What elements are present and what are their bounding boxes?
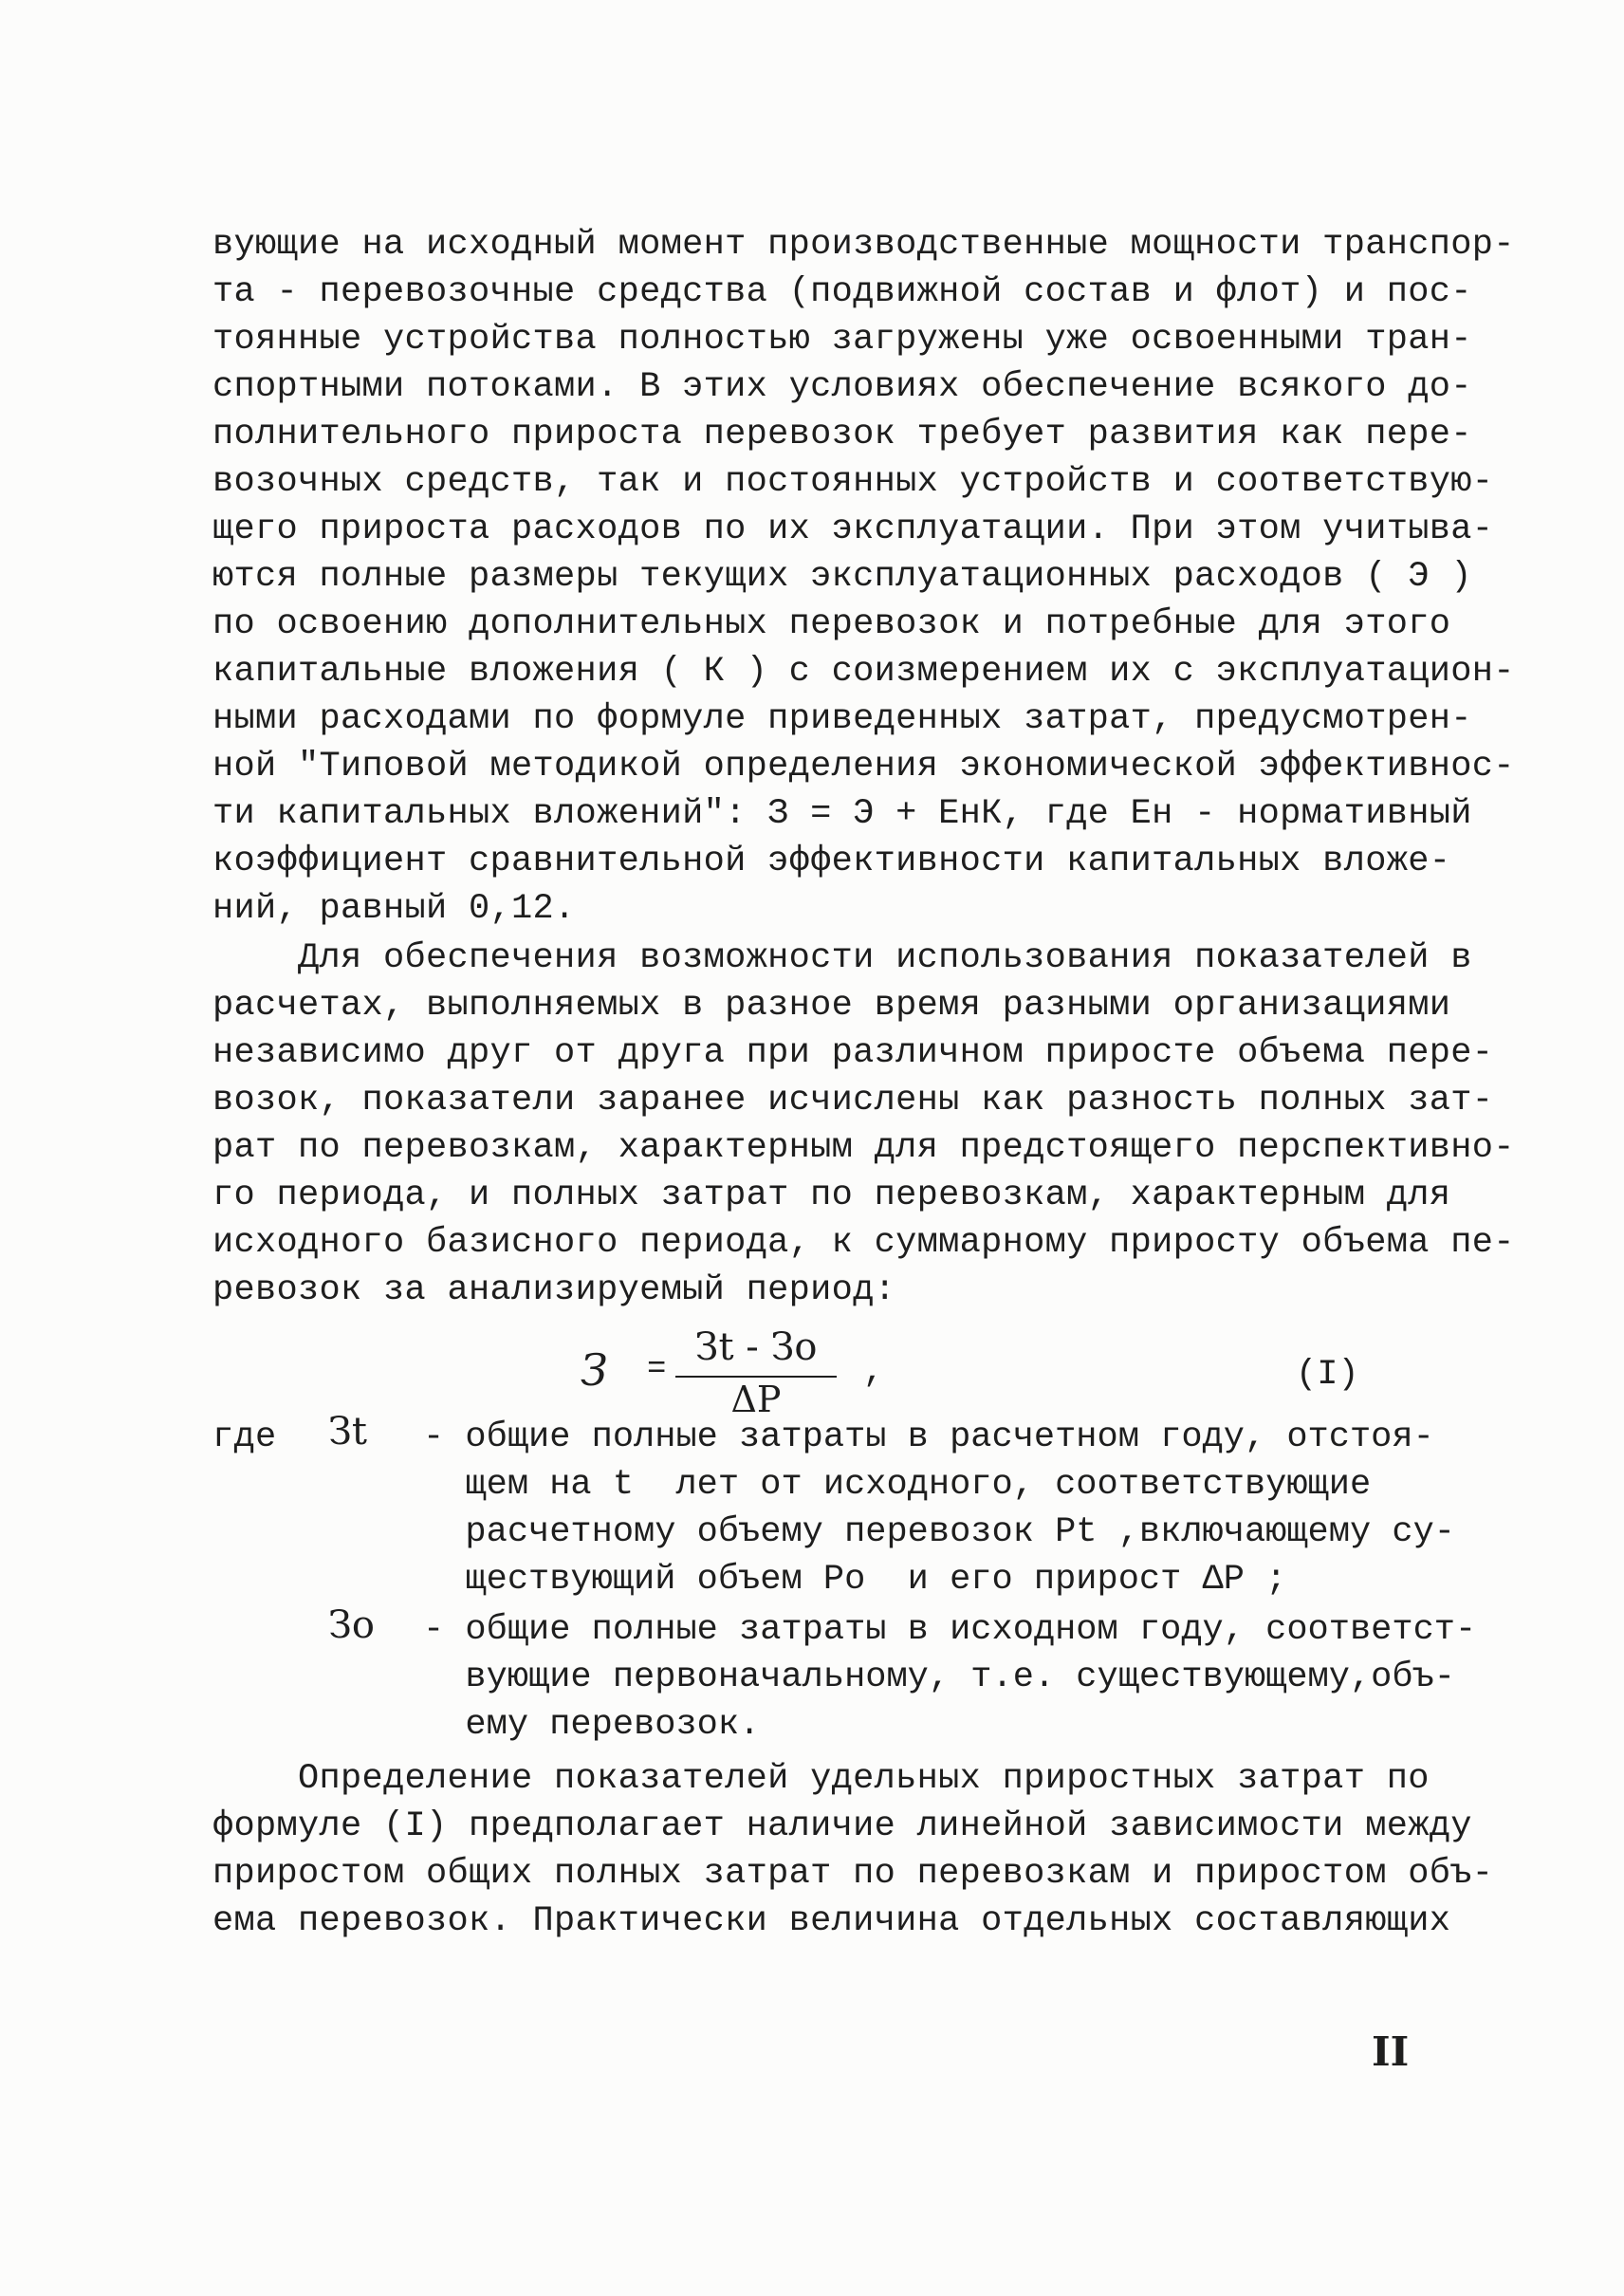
text-line: ными расходами по формуле приведенных затрат, предусмотрен- <box>212 699 1472 739</box>
text-line: рат по перевозкам, характерным для предстоящего перспективно- <box>212 1128 1515 1168</box>
text-line: исходного базисного периода, к суммарному приросту объема пе- <box>212 1223 1515 1263</box>
text-line: по освоению дополнительных перевозок и потребные для этого <box>212 604 1451 644</box>
formula-numerator: Зt - Зo <box>694 1325 818 1369</box>
term1-symbol: Зt <box>328 1410 367 1454</box>
text-line: Определение показателей удельных приростных затрат по <box>212 1759 1430 1799</box>
formula-number: (I) <box>1296 1355 1359 1395</box>
text-line: ревозок за анализируемый период: <box>212 1270 896 1310</box>
text-line: формуле (I) предполагает наличие линейной зависимости между <box>212 1806 1472 1846</box>
text-line: го периода, и полных затрат по перевозкам, характерным для <box>212 1176 1451 1215</box>
text-line: независимо друг от друга при различном приросте объема пере- <box>212 1033 1494 1073</box>
text-line: спортными потоками. В этих условиях обеспечение всякого до- <box>212 367 1472 407</box>
term1-desc-line: ществующий объем Ро и его прирост ΔР ; <box>423 1560 1287 1600</box>
term2-desc-line: - общие полные затраты в исходном году, соответст- <box>423 1610 1477 1650</box>
text-line: Для обеспечения возможности использования показателей в <box>212 938 1472 978</box>
term1-desc-line: - общие полные затраты в расчетном году, отстоя- <box>423 1417 1434 1457</box>
term2-desc-line: вующие первоначальному, т.е. существующему,объ- <box>423 1657 1455 1697</box>
text-line: расчетах, выполняемых в разное время разными организациями <box>212 986 1451 1026</box>
page-number: II <box>1372 2028 1410 2075</box>
formula-lhs: З <box>581 1344 608 1396</box>
text-line: та - перевозочные средства (подвижной состав и флот) и пос- <box>212 272 1472 312</box>
text-line: ти капитальных вложений": З = Э + ЕнК, где Ен - нормативный <box>212 794 1472 834</box>
formula-denominator: ΔР <box>730 1379 782 1420</box>
fraction-bar <box>675 1376 837 1378</box>
text-line: возочных средств, так и постоянных устройств и соответствую- <box>212 462 1494 502</box>
term2-desc-line: ему перевозок. <box>423 1705 761 1745</box>
text-line: тоянные устройства полностью загружены уже освоенными тран- <box>212 320 1472 360</box>
text-line: коэффициент сравнительной эффективности капитальных вложе- <box>212 842 1451 881</box>
term1-desc-line: расчетному объему перевозок Рt ,включающему су- <box>423 1512 1455 1552</box>
text-line: щего прироста расходов по их эксплуатации. При этом учитыва- <box>212 509 1494 549</box>
text-line: ной "Типовой методикой определения экономической эффективнос- <box>212 747 1515 787</box>
text-line: возок, показатели заранее исчислены как разность полных зат- <box>212 1081 1494 1120</box>
formula-block <box>569 1324 1138 1428</box>
term2-symbol: Зo <box>328 1603 376 1647</box>
text-line: полнительного прироста перевозок требует развития как пере- <box>212 415 1472 454</box>
where-word: где <box>212 1417 277 1457</box>
text-line: приростом общих полных затрат по перевозкам и приростом объ- <box>212 1854 1494 1894</box>
formula-equals: = <box>647 1352 667 1388</box>
term1-desc-line: щем на t лет от исходного, соответствующие <box>423 1465 1372 1505</box>
text-line: капитальные вложения ( К ) с соизмерением их с эксплуатацион- <box>212 652 1515 692</box>
text-line: вующие на исходный момент производственные мощности транспор- <box>212 225 1515 265</box>
text-line: ются полные размеры текущих эксплуатационных расходов ( Э ) <box>212 557 1472 597</box>
formula-comma: , <box>863 1352 884 1391</box>
text-line: ема перевозок. Практически величина отдельных составляющих <box>212 1901 1451 1941</box>
text-line: ний, равный 0,12. <box>212 889 576 929</box>
